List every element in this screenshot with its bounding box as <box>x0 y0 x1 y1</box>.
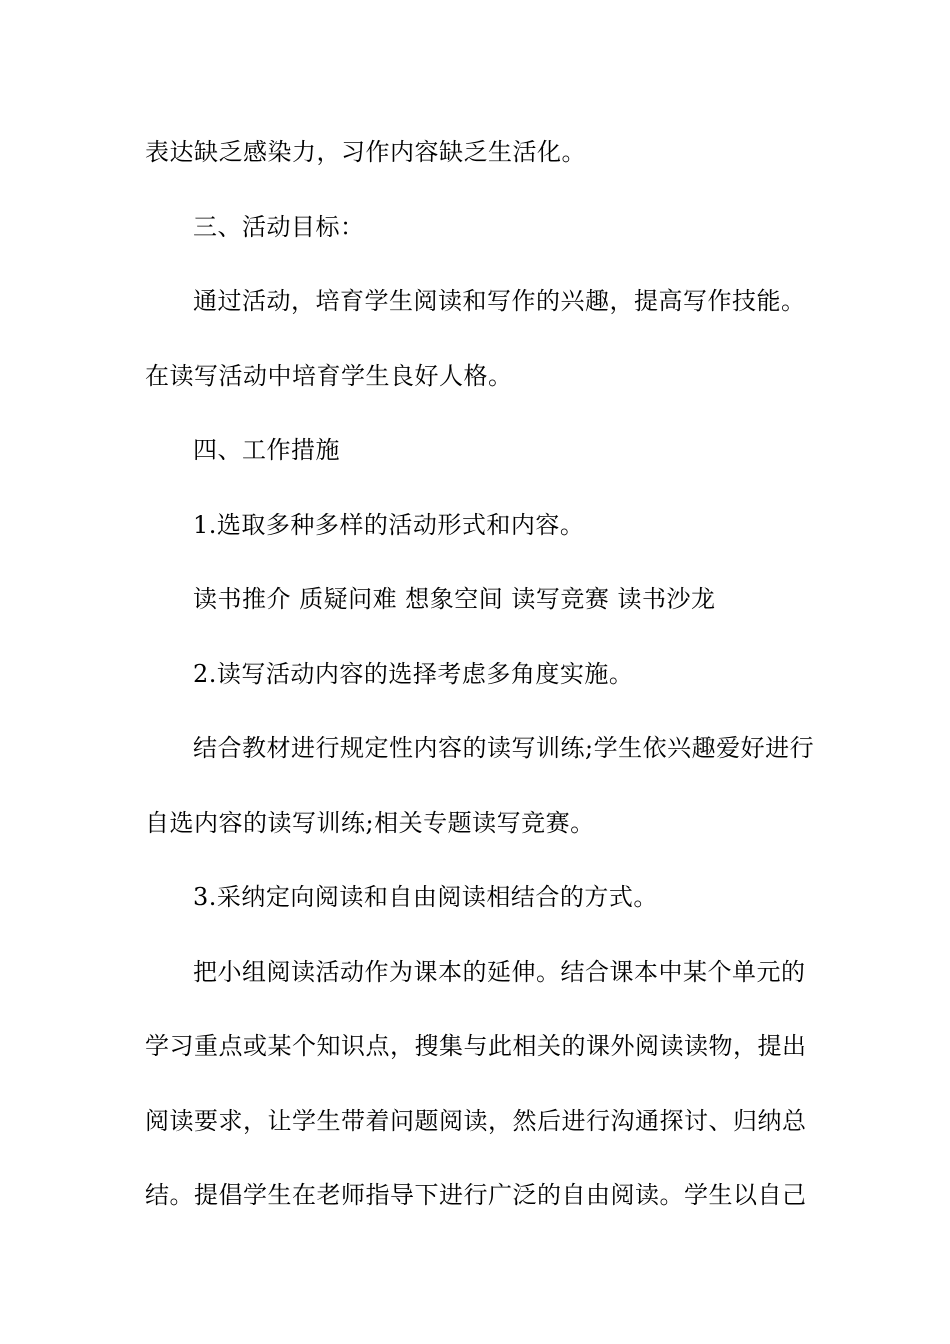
list-item-heading: 2.读写活动内容的选择考虑多角度实施。 <box>193 660 634 688</box>
text-line: 阅读要求，让学生带着问题阅读，然后进行沟通探讨、归纳总 <box>145 1107 807 1135</box>
text-line: 读书推介 质疑问难 想象空间 读写竞赛 读书沙龙 <box>193 585 716 613</box>
section-heading-measures: 四、工作措施 <box>193 436 340 464</box>
section-heading-goals: 三、活动目标： <box>193 213 365 241</box>
text-line: 结合教材进行规定性内容的读写训练;学生依兴趣爱好进行 <box>193 734 815 762</box>
list-item-heading: 1.选取多种多样的活动形式和内容。 <box>193 511 585 539</box>
text-line: 结。提倡学生在老师指导下进行广泛的自由阅读。学生以自己 <box>145 1181 807 1209</box>
text-line: 表达缺乏感染力，习作内容缺乏生活化。 <box>145 138 586 166</box>
text-line: 通过活动，培育学生阅读和写作的兴趣，提高写作技能。 <box>193 287 806 315</box>
list-item-heading: 3.采纳定向阅读和自由阅读相结合的方式。 <box>193 883 658 911</box>
text-line: 学习重点或某个知识点，搜集与此相关的课外阅读读物，提出 <box>145 1032 807 1060</box>
text-line: 把小组阅读活动作为课本的延伸。结合课本中某个单元的 <box>193 958 806 986</box>
text-line: 自选内容的读写训练;相关专题读写竞赛。 <box>145 809 595 837</box>
text-line: 在读写活动中培育学生良好人格。 <box>145 362 513 390</box>
